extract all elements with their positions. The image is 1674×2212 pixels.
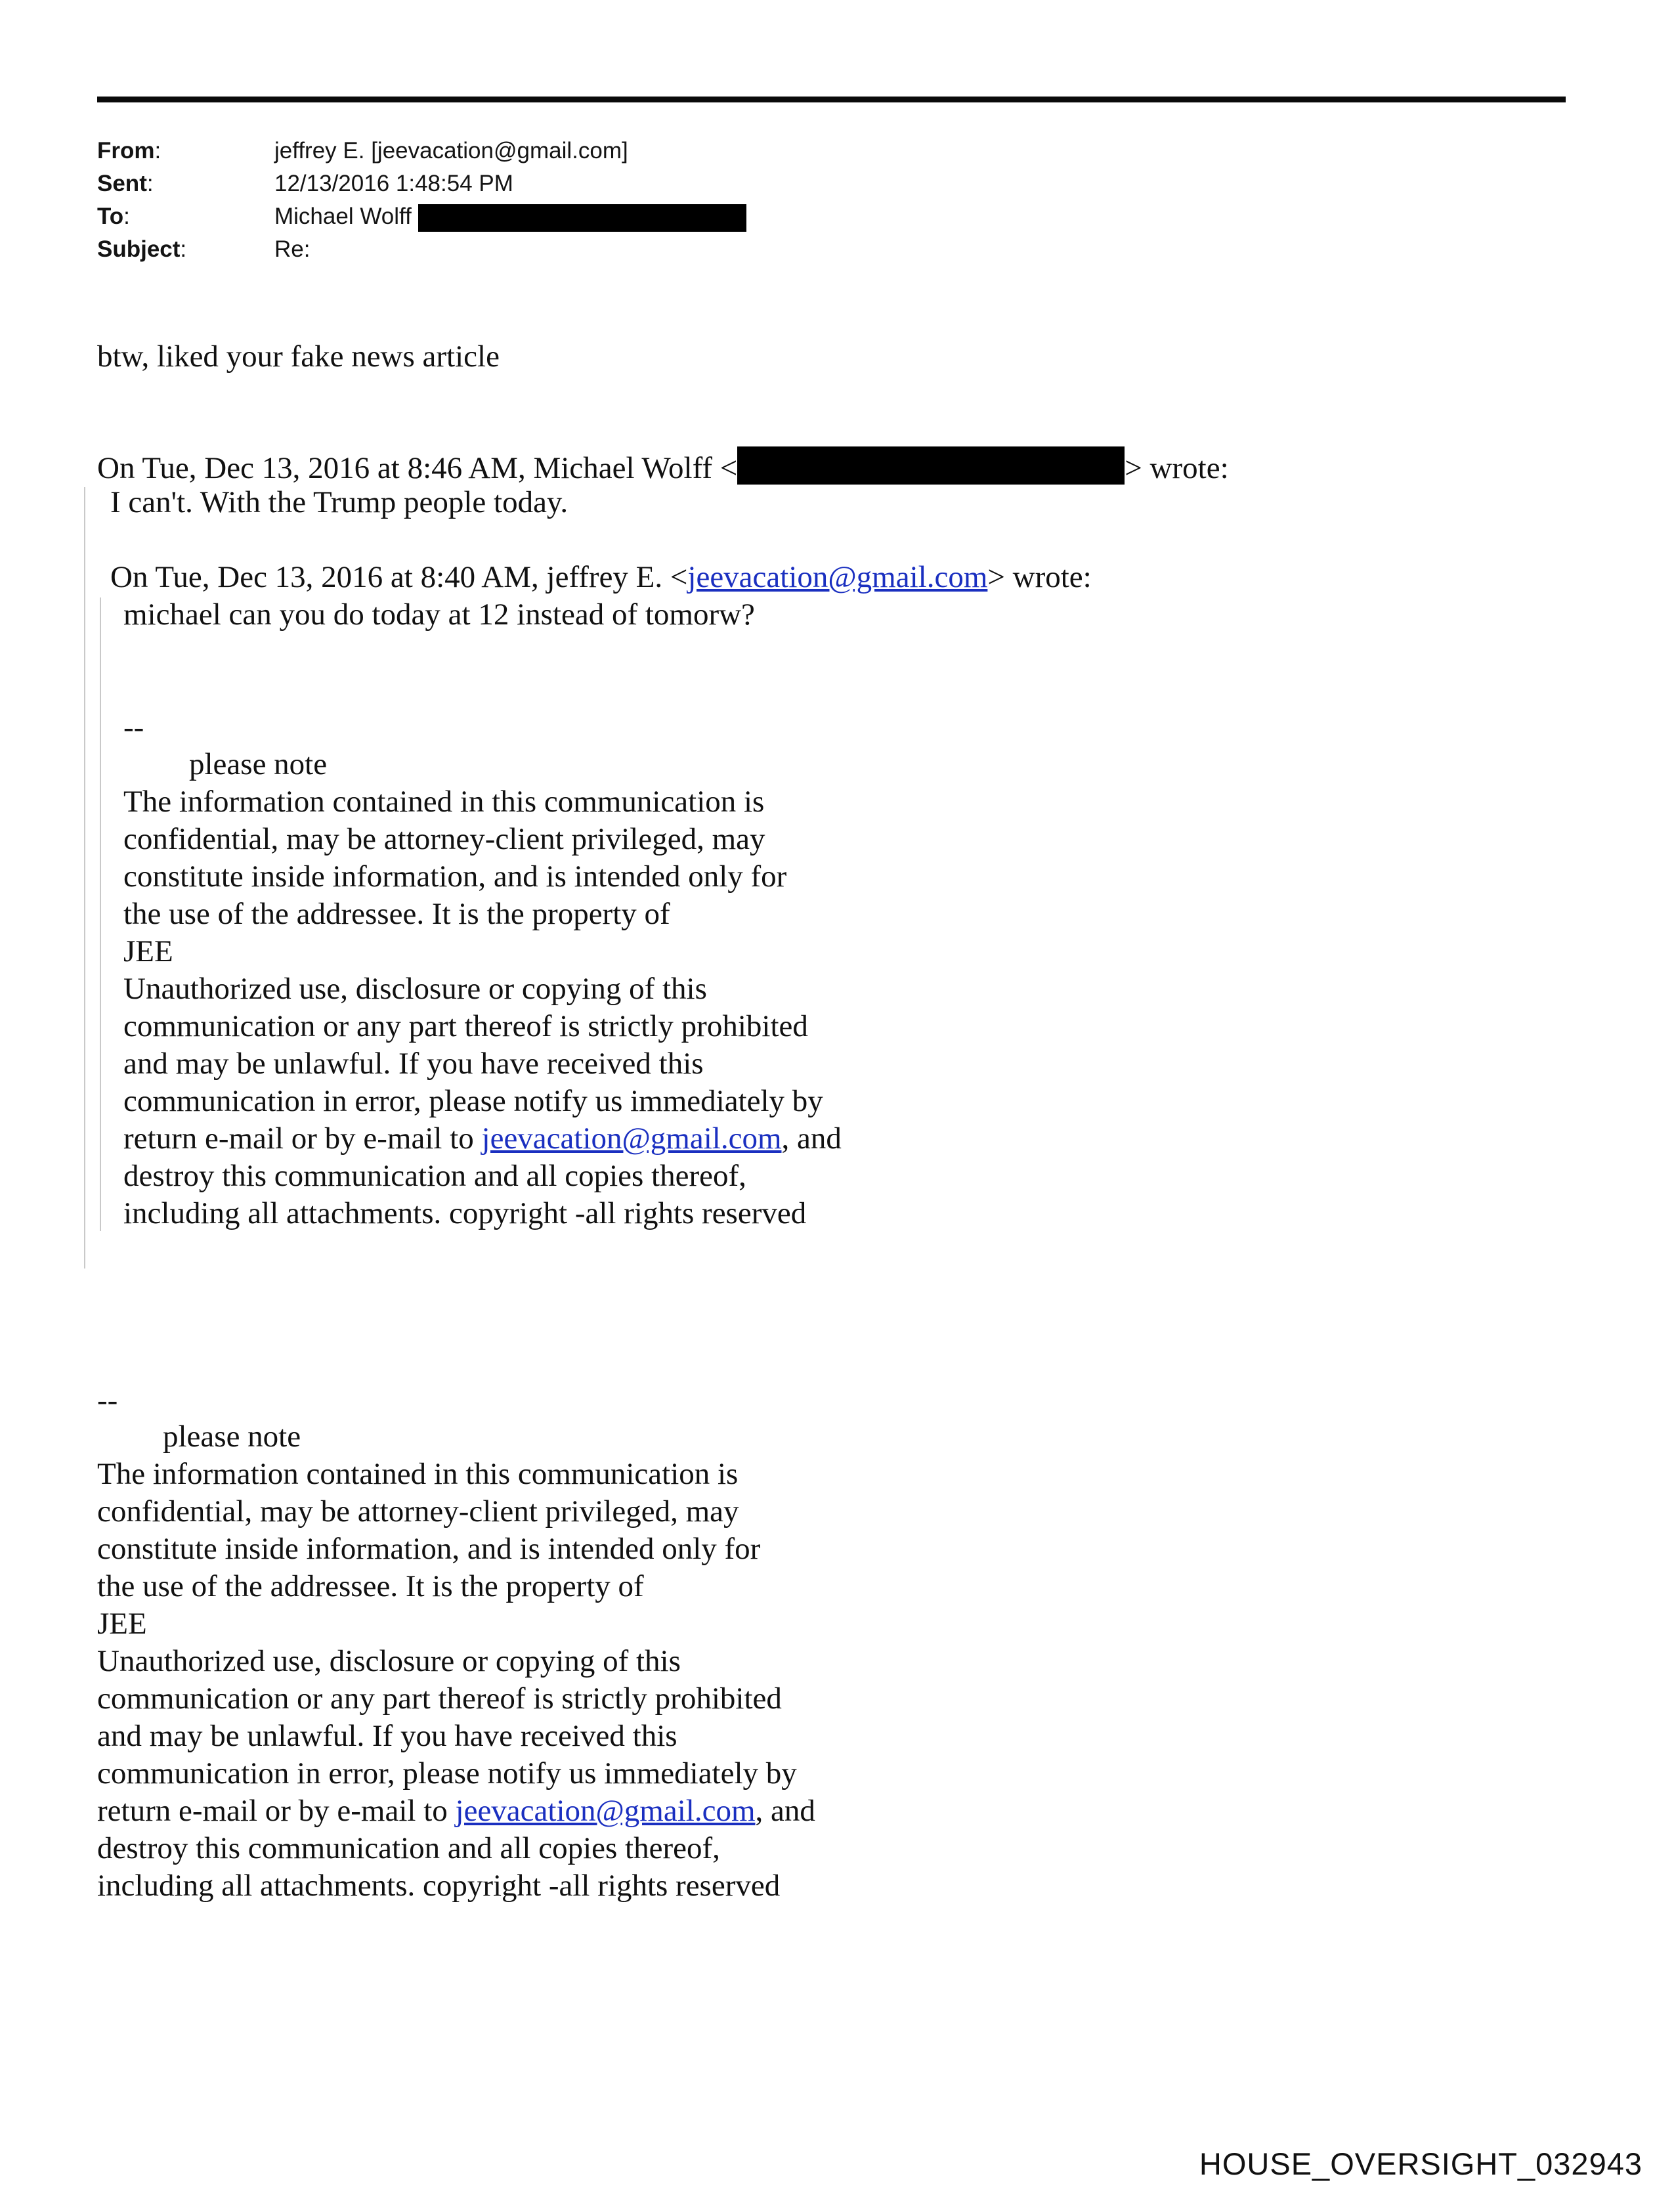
outer-sig-note: please note: [163, 1420, 301, 1454]
quote2-intro: On Tue, Dec 13, 2016 at 8:40 AM, jeffrey E. <jeevacation@gmail.com> wrote:: [110, 560, 1092, 594]
from-value: jeffrey E. [jeevacation@gmail.com]: [274, 138, 628, 163]
inner-sig-line: including all attachments. copyright -all rights reserved: [123, 1196, 807, 1230]
outer-sig-line: The information contained in this communication is: [97, 1457, 739, 1491]
quote2-text: michael can you do today at 12 instead of tomorw?: [123, 597, 755, 632]
inner-sig-line: The information contained in this communication is: [123, 785, 765, 819]
outer-sig-line: JEE: [97, 1607, 147, 1641]
sent-value: 12/13/2016 1:48:54 PM: [274, 171, 513, 196]
inner-sig-line: Unauthorized use, disclosure or copying of this: [123, 972, 707, 1006]
subject-value: Re:: [274, 236, 311, 262]
inner-sig-line: destroy this communication and all copies thereof,: [123, 1159, 746, 1193]
inner-sig-line: communication or any part thereof is strictly prohibited: [123, 1009, 808, 1043]
outer-sig-dash: --: [97, 1383, 118, 1418]
outer-sig-line: communication in error, please notify us immediately by: [97, 1756, 797, 1790]
outer-sig-email-link[interactable]: jeevacation@gmail.com: [455, 1794, 756, 1828]
outer-sig-line: Unauthorized use, disclosure or copying of this: [97, 1644, 681, 1678]
inner-sig-line: the use of the addressee. It is the property of: [123, 897, 670, 931]
from-label: From: [97, 138, 155, 163]
quote2-email-link[interactable]: jeevacation@gmail.com: [687, 560, 988, 594]
quote2-bar: [100, 597, 101, 1231]
inner-sig-line: and may be unlawful. If you have received this: [123, 1047, 704, 1081]
to-label: To: [97, 204, 124, 229]
quote1-intro: On Tue, Dec 13, 2016 at 8:46 AM, Michael Wolff < > wrote:: [97, 446, 1229, 487]
inner-sig-line: communication in error, please notify us immediately by: [123, 1084, 823, 1118]
outer-sig-line: including all attachments. copyright -all rights reserved: [97, 1869, 781, 1903]
outer-sig-line: communication or any part thereof is strictly prohibited: [97, 1681, 782, 1716]
inner-sig-dash: --: [123, 710, 144, 745]
outer-sig-line: the use of the addressee. It is the property of: [97, 1569, 644, 1603]
outer-sig-line: confidential, may be attorney-client privileged, may: [97, 1494, 739, 1529]
inner-sig-email-link[interactable]: jeevacation@gmail.com: [481, 1121, 782, 1156]
outer-sig-line: and may be unlawful. If you have received this: [97, 1719, 677, 1753]
redaction-block: [418, 204, 746, 232]
sent-label: Sent: [97, 171, 147, 196]
header-rule: [97, 97, 1566, 102]
inner-sig-line: confidential, may be attorney-client privileged, may: [123, 822, 765, 856]
subject-label: Subject: [97, 236, 181, 262]
redaction-block: [737, 446, 1125, 485]
outer-sig-line: constitute inside information, and is intended only for: [97, 1532, 761, 1566]
to-value: Michael Wolff: [274, 204, 412, 229]
inner-sig-line: JEE: [123, 934, 173, 968]
bates-number: HOUSE_OVERSIGHT_032943: [1199, 2146, 1642, 2181]
inner-sig-note: please note: [189, 747, 328, 781]
outer-sig-line: destroy this communication and all copies thereof,: [97, 1831, 720, 1865]
reply-text: btw, liked your fake news article: [97, 339, 500, 374]
quote1-bar: [84, 487, 85, 1269]
inner-sig-return-line: return e-mail or by e-mail to jeevacation@gmail.com, and: [123, 1121, 842, 1156]
inner-sig-line: constitute inside information, and is intended only for: [123, 859, 787, 894]
outer-sig-return-line: return e-mail or by e-mail to jeevacation@gmail.com, and: [97, 1794, 815, 1828]
quote1-text: I can't. With the Trump people today.: [110, 485, 569, 519]
